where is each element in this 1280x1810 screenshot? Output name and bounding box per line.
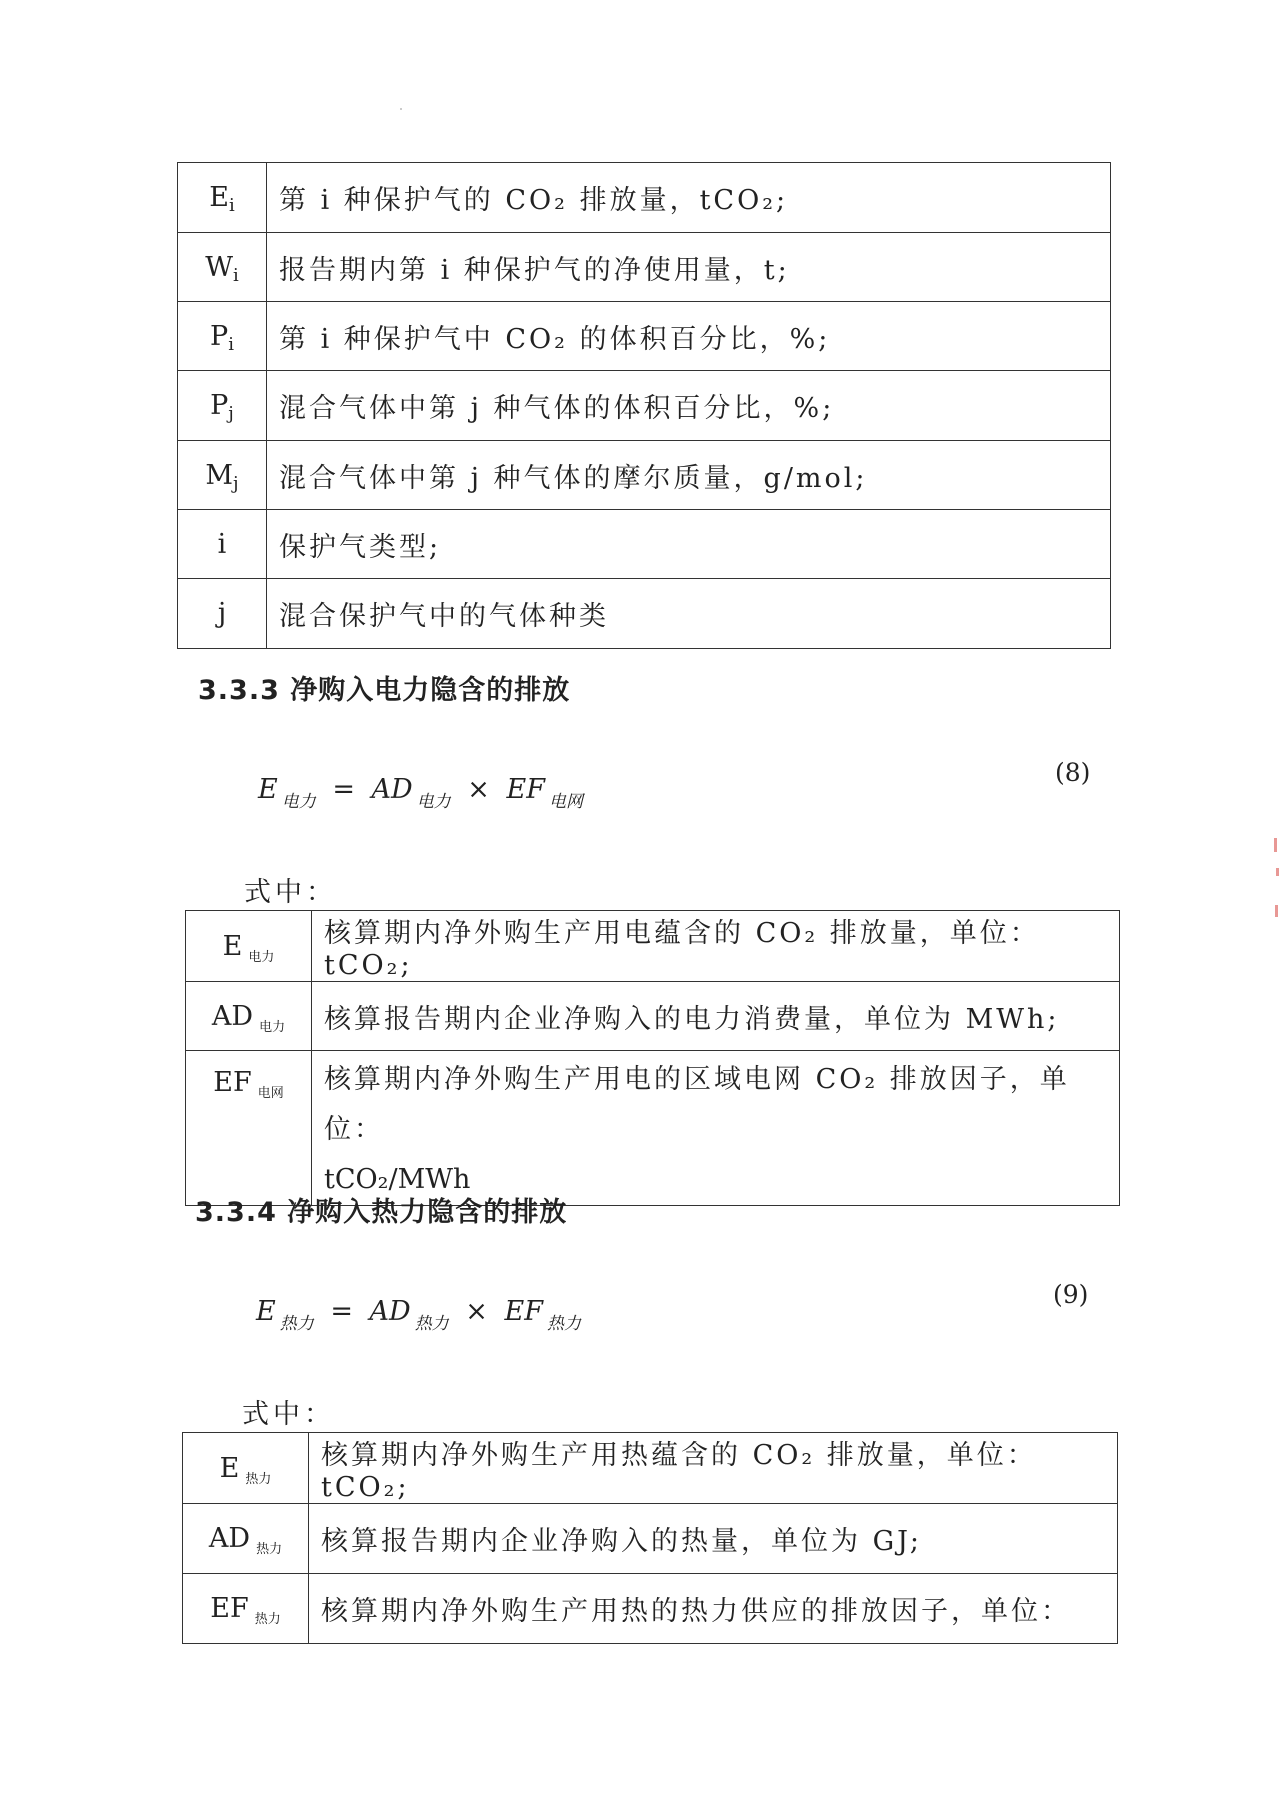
table-row [183,1504,1118,1574]
table-row [183,1574,1118,1644]
formula-8: E $_{电力}$ = AD $_{电力}$ × EF $_{电网}$ [258,774,583,812]
symbol-cell: Ei [178,163,267,233]
table-row [178,371,1111,441]
symbol-cell: Wi [178,233,267,302]
definition-cell [312,1051,1120,1206]
definition-cell: 混合气体中第 j 种气体的摩尔质量，g/mol; [267,441,1111,510]
definition-cell: 核算期内净外购生产用电蕴含的 CO₂ 排放量，单位：tCO₂; [312,911,1120,982]
definition-cell: 核算期内净外购生产用热的热力供应的排放因子，单位： [309,1574,1118,1644]
table-row [178,441,1111,510]
symbol-cell: E $_{电力}$ [186,911,312,982]
edge-mark [1276,868,1279,876]
definition-cell: 核算期内净外购生产用热蕴含的 CO₂ 排放量，单位：tCO₂; [309,1433,1118,1504]
table-row [178,510,1111,579]
section-heading-3-3-4: 3.3.4 净购入热力隐含的排放 [195,1197,568,1228]
definition-cell: 第 i 种保护气的 CO₂ 排放量，tCO₂; [267,163,1111,233]
edge-mark [1275,905,1278,917]
definition-cell: 核算报告期内企业净购入的热量，单位为 GJ; [309,1504,1118,1574]
table-row [178,233,1111,302]
table-row [186,1051,1120,1206]
equation-number: (9) [1053,1280,1089,1309]
definition-line: 核算期内净外购生产用电的区域电网 CO₂ 排放因子，单位： [324,1064,1070,1145]
symbol-cell: Mj [178,441,267,510]
table-row [186,982,1120,1051]
table-row [186,911,1120,982]
definitions-table-gas [177,162,1111,649]
symbol-cell: EF $_{电网}$ [186,1051,312,1206]
symbol-cell: i [178,510,267,579]
definition-cell: 保护气类型; [267,510,1111,579]
where-label: 式中： [244,877,337,908]
definition-cell: 核算报告期内企业净购入的电力消费量，单位为 MWh; [312,982,1120,1051]
symbol-cell: j [178,579,267,649]
definitions-table-electricity [185,910,1120,1206]
where-label: 式中： [242,1399,335,1430]
definition-cell: 混合保护气中的气体种类 [267,579,1111,649]
symbol-cell: Pi [178,302,267,371]
symbol-cell: EF $_{热力}$ [183,1574,309,1644]
table-row [178,579,1111,649]
definitions-table-heat [182,1432,1118,1644]
edge-mark [1274,838,1277,852]
definition-cell: 报告期内第 i 种保护气的净使用量，t; [267,233,1111,302]
definition-line: tCO₂/MWh [324,1164,471,1195]
symbol-cell: E $_{热力}$ [183,1433,309,1504]
section-heading-3-3-3: 3.3.3 净购入电力隐含的排放 [198,675,571,706]
definition-cell: 混合气体中第 j 种气体的体积百分比，%; [267,371,1111,441]
scan-speck [400,108,402,110]
table-row [183,1433,1118,1504]
symbol-cell: AD $_{电力}$ [186,982,312,1051]
table-row [178,302,1111,371]
table-row [178,163,1111,233]
definition-cell: 第 i 种保护气中 CO₂ 的体积百分比，%; [267,302,1111,371]
equation-number: (8) [1055,758,1091,787]
formula-9: E $_{热力}$ = AD $_{热力}$ × EF $_{热力}$ [256,1296,581,1334]
symbol-cell: AD $_{热力}$ [183,1504,309,1574]
symbol-cell: Pj [178,371,267,441]
